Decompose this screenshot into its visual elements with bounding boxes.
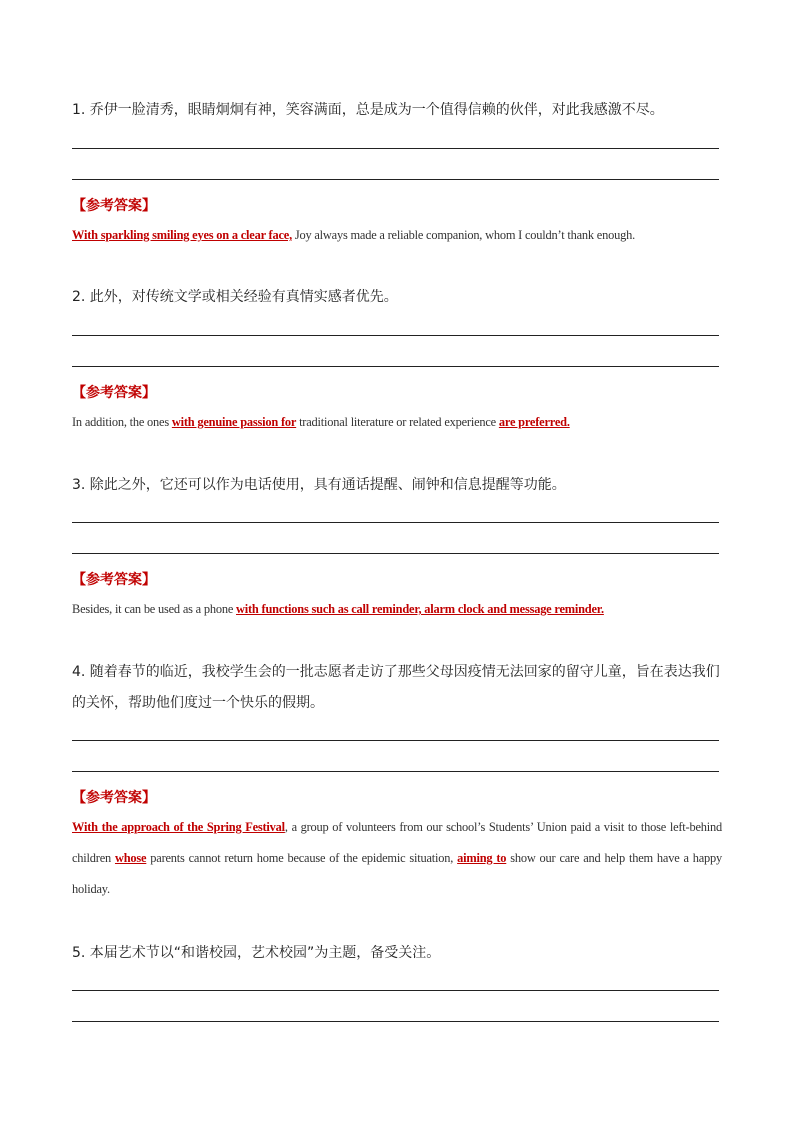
answer-text: parents cannot return home because of the epidemic situation, (146, 851, 458, 865)
answer-highlight: With the approach of the Spring Festival (72, 820, 285, 834)
question-5: 5. 本届艺术节以“和谐校园，艺术校园”为主题，备受关注。 (72, 945, 441, 961)
reference-answer-label: 【参考答案】 (72, 790, 156, 806)
question-2: 2. 此外，对传统文学或相关经验有真情实感者优先。 (72, 289, 398, 305)
answer-text: Besides, it can be used as a phone (72, 602, 237, 616)
reference-answer-label: 【参考答案】 (72, 385, 156, 401)
reference-answer-2 (72, 407, 722, 438)
answer-text: Joy always made a reliable companion, whom I couldn’t thank enough. (291, 228, 635, 242)
answer-text: , a group of volunteers from our school’s Students’ Union paid a visit to those left-behind children (72, 820, 722, 865)
answer-line[interactable] (72, 522, 719, 523)
answer-highlight: whose (114, 851, 147, 865)
answer-highlight: with genuine passion for (171, 415, 297, 429)
answer-line[interactable] (72, 1021, 719, 1022)
answer-text: traditional literature or related experience (296, 415, 499, 429)
answer-line[interactable] (72, 553, 719, 554)
answer-line[interactable] (72, 366, 719, 367)
answer-line[interactable] (72, 990, 719, 991)
reference-answer-label: 【参考答案】 (72, 198, 156, 214)
question-1: 1. 乔伊一脸清秀，眼睛炯炯有神，笑容满面，总是成为一个值得信赖的伙伴，对此我感激不尽。 (72, 102, 664, 118)
answer-text: show our care and help them have a happy holiday. (72, 851, 722, 896)
answer-line[interactable] (72, 771, 719, 772)
answer-highlight: With sparkling smiling eyes on a clear face, (72, 228, 292, 242)
answer-highlight: aiming to (457, 851, 507, 865)
question-4: 4. 随着春节的临近，我校学生会的一批志愿者走访了那些父母因疫情无法回家的留守儿童，旨在表达我们的关怀，帮助他们度过一个快乐的假期。 (72, 664, 720, 711)
answer-text: In addition, the ones (72, 415, 172, 429)
answer-line[interactable] (72, 179, 719, 180)
answer-highlight: are preferred. (498, 415, 570, 429)
answer-line[interactable] (72, 335, 719, 336)
answer-line[interactable] (72, 740, 719, 741)
reference-answer-3 (72, 594, 722, 625)
reference-answer-1 (72, 220, 722, 251)
question-3: 3. 除此之外，它还可以作为电话使用，具有通话提醒、闹钟和信息提醒等功能。 (72, 477, 566, 493)
answer-highlight: with functions such as call reminder, alarm clock and message reminder. (236, 602, 604, 616)
reference-answer-4 (72, 812, 722, 905)
reference-answer-label: 【参考答案】 (72, 572, 156, 588)
answer-line[interactable] (72, 148, 719, 149)
